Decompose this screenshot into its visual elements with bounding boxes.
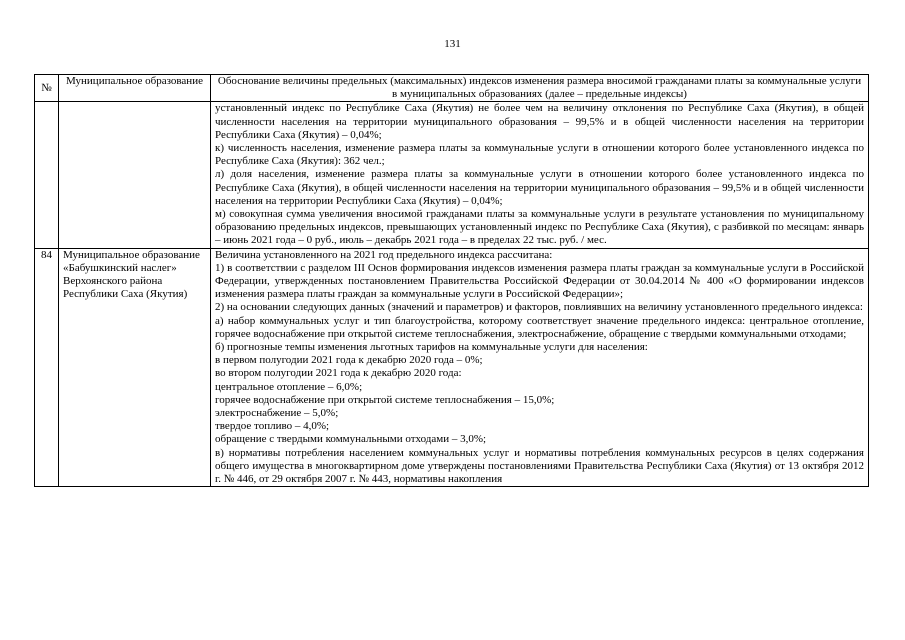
row-number: 84 [35, 248, 59, 487]
paragraph: во втором полугодии 2021 года к декабрю 2020 года: [215, 367, 462, 380]
paragraph: обращение с твердыми коммунальными отходами – 3,0%; [215, 433, 487, 446]
header-number: № [35, 75, 59, 102]
paragraph: в) нормативы потребления населением коммунальных услуг и нормативы потребления коммунальных ресурсов в целях содержания общего имущества в многоквартирном доме утверждены постановлениями Правительства Республики Саха (Якутия) от 13 октября 2012 г. № 446, от 29 октября 2007 г. № 443, нормативы накопления [215, 446, 864, 486]
paragraph: 1) в соответствии с разделом III Основ формирования индексов изменения размера платы граждан за коммунальные услуги в Российской Федерации, утвержденных постановлением Правительства Российской Федерации от 30.04.2014 № 400 «О формировании индексов изменения размера платы граждан за коммунальные услуги в Российской Федерации»; [215, 261, 864, 301]
paragraph: установленный индекс по Республике Саха (Якутия) не более чем на величину отклонения по Республике Саха (Якутия), в общей численности населения на территории муниципального образования – 99,5% и в общей численности населения на территории Республики Саха (Якутия) – 0,04%; [215, 102, 864, 141]
paragraph: к) численность населения, изменение размера платы за коммунальные услуги в отношении которого более установленного индекса по Республике Саха (Якутия): 362 чел.; [215, 142, 864, 168]
paragraph: л) доля населения, изменение размера платы за коммунальные услуги в отношении которого более установленного индекса по Республике Саха (Якутия), в общей численности населения на территории муниципального образования – 99,5% и в общей численности населения на территории Республики Саха (Якутия) – 0,04%; [215, 168, 864, 207]
paragraph: б) прогнозные темпы изменения льготных тарифов на коммунальные услуги для населения: [215, 341, 648, 354]
paragraph: в первом полугодии 2021 года к декабрю 2020 года – 0%; [215, 354, 483, 367]
table-row [35, 102, 869, 248]
paragraph: горячее водоснабжение при открытой системе теплоснабжения – 15,0%; [215, 393, 555, 406]
index-justification-table [34, 74, 869, 487]
paragraph: 2) на основании следующих данных (значений и параметров) и факторов, повлиявших на величину установленного предельного индекса: [215, 301, 863, 314]
paragraph: центральное отопление – 6,0%; [215, 380, 363, 393]
municipality-cell: Муниципальное образование «Бабушкинский наслег» Верхоянского района Республики Саха (Якутия) [59, 248, 211, 487]
paragraph: твердое топливо – 4,0%; [215, 420, 330, 433]
paragraph: а) набор коммунальных услуг и тип благоустройства, которому соответствует значение предельного индекса: центральное отопление, горячее водоснабжение при открытой системе теплоснабжения, электроснабжение, обращение с твердыми коммунальными отходами; [215, 314, 864, 340]
justification-cell [211, 102, 869, 248]
table-row [35, 248, 869, 487]
paragraph: м) совокупная сумма увеличения вносимой гражданами платы за коммунальные услуги в результате установления по муниципальному образованию предельных индексов, превышающих установленный индекс по Республике Саха (Якутия), с разбивкой по месяцам: январь – июнь 2021 года – 0 руб., июль – декабрь 2021 года – в пределах 22 тыс. руб. / мес. [215, 208, 864, 247]
page-number: 131 [444, 38, 461, 50]
justification-cell [211, 248, 869, 487]
paragraph: электроснабжение – 5,0%; [215, 407, 339, 420]
municipality-cell [59, 102, 211, 248]
table-header-row [35, 75, 869, 102]
header-municipality: Муниципальное образование [59, 75, 211, 102]
row-number [35, 102, 59, 248]
header-justification: Обоснование величины предельных (максимальных) индексов изменения размера вносимой гражданами платы за коммунальные услуги в муниципальных образованиях (далее – предельные индексы) [211, 75, 869, 102]
paragraph: Величина установленного на 2021 год предельного индекса рассчитана: [215, 248, 553, 261]
